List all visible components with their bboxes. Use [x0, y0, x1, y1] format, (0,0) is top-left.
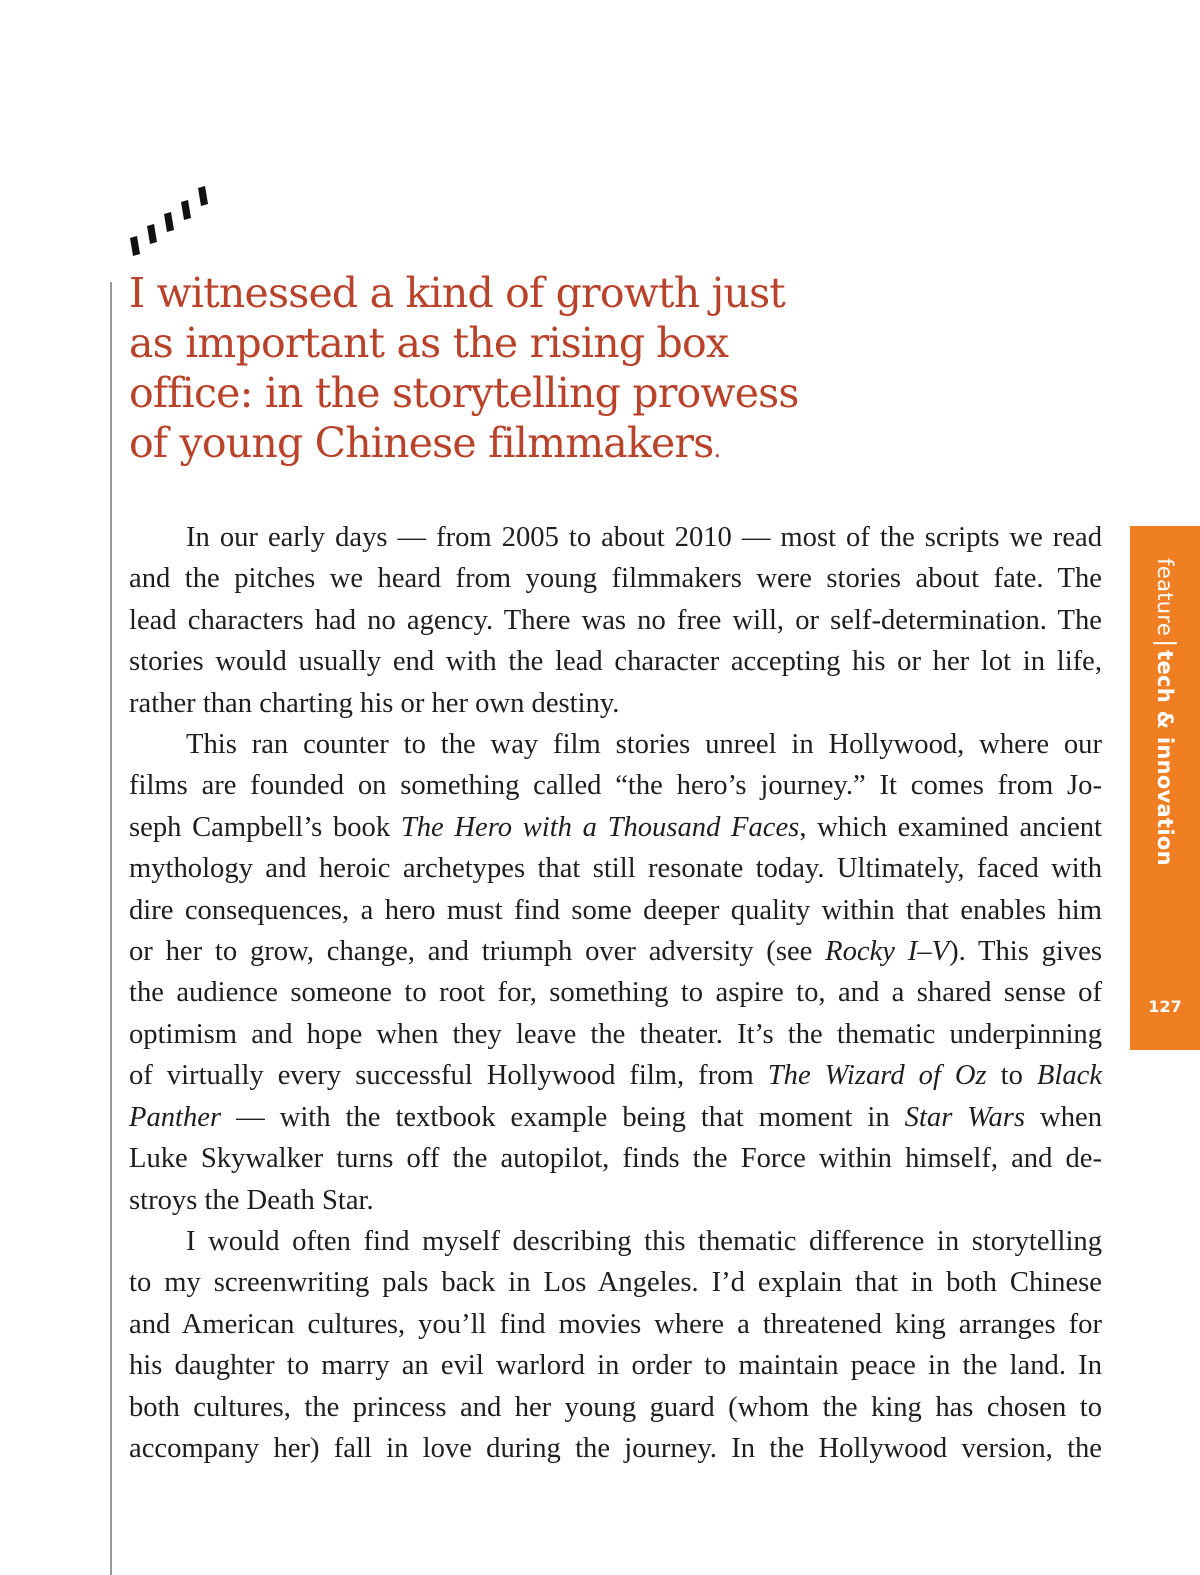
text-line: stroys the Death Star. [129, 1184, 374, 1216]
text-run: to [986, 1060, 1037, 1092]
margin-rule [110, 282, 112, 1575]
pull-quote-end-mark: . [713, 435, 721, 463]
text-line: his daughter to marry an evil warlord in order to maintain peace in the land. In [129, 1350, 1102, 1382]
paragraph [129, 724, 1102, 1221]
pull-quote-line: office: in the storytelling prowess [129, 369, 799, 417]
text-line: to my screenwriting pals back in Los Angeles. I’d explain that in both Chinese [129, 1267, 1102, 1299]
text-line: dire consequences, a hero must find some deeper quality within that enables him [129, 894, 1102, 926]
text-line: In our early days — from 2005 to about 2010 — most of the scripts we read [186, 522, 1102, 553]
text-line: lead characters had no agency. There was no free will, or self-determination. The [129, 604, 1102, 636]
text-line: stories would usually end with the lead character accepting his or her lot in life, [129, 646, 1102, 678]
text-run: seph Campbell’s book [129, 811, 401, 843]
text-run: when [1025, 1101, 1102, 1133]
pull-quote-line: as important as the rising box [129, 319, 729, 367]
text-line: Luke Skywalker turns off the autopilot, finds the Force within himself, and de- [129, 1143, 1102, 1175]
film-title: Panther [129, 1101, 222, 1133]
pull-quote-line-text: of young Chinese filmmakers [129, 419, 714, 467]
pull-quote-line: I witnessed a kind of growth just [129, 269, 785, 317]
pull-quote [129, 268, 889, 474]
text-line: rather than charting his or her own destiny. [129, 687, 620, 719]
text-line: optimism and hope when they leave the theater. It’s the thematic underpinning [129, 1018, 1102, 1050]
paragraph [129, 1221, 1102, 1469]
text-line: mythology and heroic archetypes that still resonate today. Ultimately, faced with [129, 853, 1102, 885]
text-run: , which examined ancient [799, 811, 1102, 843]
page-number: 127 [1148, 997, 1182, 1016]
text-run: — with the textbook example being that moment in [221, 1101, 905, 1133]
text-line [129, 1097, 1102, 1138]
film-title: The Wizard of Oz [767, 1060, 987, 1092]
text-line: This ran counter to the way film stories unreel in Hollywood, where our [186, 729, 1102, 761]
text-line: and American cultures, you’ll find movies where a threatened king arranges for [129, 1308, 1102, 1340]
text-line [129, 1055, 1102, 1096]
text-run: ). This gives [949, 936, 1102, 968]
body-text [129, 517, 1102, 1469]
text-line [129, 931, 1102, 972]
section-name: feature [1153, 558, 1177, 637]
film-title: Rocky I–V [825, 936, 950, 968]
section-separator [1153, 642, 1177, 644]
film-title: Star Wars [904, 1101, 1026, 1133]
section-label [1153, 558, 1177, 866]
text-line: I would often find myself describing this thematic difference in storytelling [186, 1225, 1102, 1257]
text-line: the audience someone to root for, something to aspire to, and a shared sense of [129, 977, 1102, 1009]
section-topic: tech & innovation [1153, 650, 1177, 866]
book-title: The Hero with a Thousand Faces [400, 811, 800, 843]
text-line: accompany her) fall in love during the journey. In the Hollywood version, the [129, 1432, 1102, 1464]
text-line: both cultures, the princess and her young guard (whom the king has chosen to [129, 1391, 1102, 1423]
pull-quote-line [129, 418, 889, 474]
film-title: Black [1036, 1060, 1103, 1092]
text-line: and the pitches we heard from young filmmakers were stories about fate. The [129, 563, 1102, 595]
text-line [129, 807, 1102, 848]
paragraph [129, 517, 1102, 724]
text-run: of virtually every successful Hollywood film, from [129, 1060, 768, 1092]
clapperboard-stripes-icon [126, 168, 218, 258]
text-line: films are founded on something called “the hero’s journey.” It comes from Jo- [129, 770, 1102, 802]
text-run: or her to grow, change, and triumph over adversity (see [129, 936, 826, 968]
